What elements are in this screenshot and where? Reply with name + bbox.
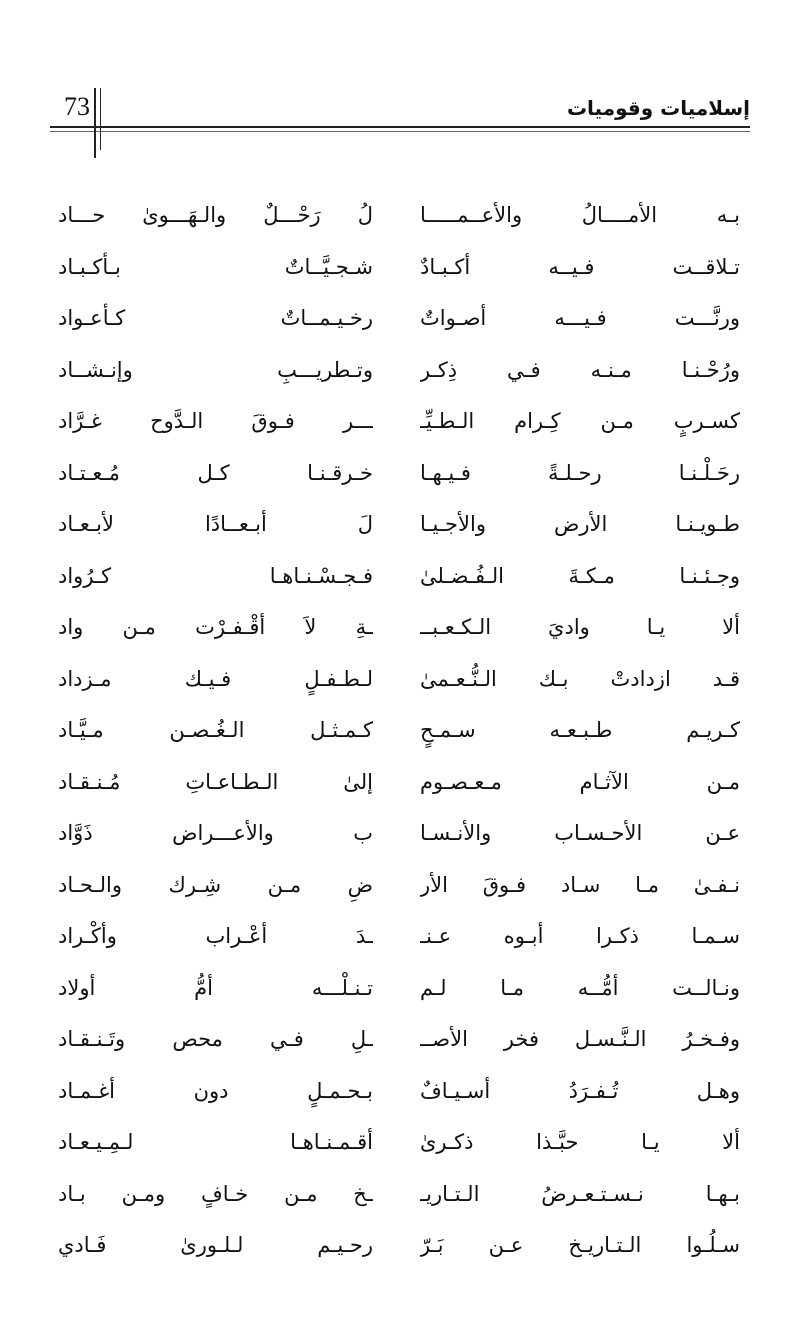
verse-line	[0, 396, 788, 447]
verse-second-hemistich: شـجـيَّــاتٌ بـأكـبـاد	[58, 254, 373, 279]
header-vertical-rule	[94, 88, 96, 158]
verse-line	[0, 911, 788, 962]
verse-second-hemistich: بـحـمـلٍ دون أغـمـاد	[58, 1078, 373, 1103]
verse-line	[0, 1117, 788, 1168]
verse-first-hemistich: مـن الآثـام مـعـصـوم	[420, 769, 740, 794]
header-rule-thin	[50, 131, 750, 132]
verse-first-hemistich: وفـخـرُ الـنَّـسـل فخر الأصــ	[420, 1027, 740, 1051]
verse-second-hemistich: ـخ مـن خـافٍ ومـن بـاد	[58, 1181, 373, 1206]
verse-first-hemistich: عـن الأحـسـاب والأنـسـا	[420, 821, 740, 845]
running-title: إسلاميات وقوميات	[566, 96, 750, 120]
verse-first-hemistich: ورنَّـــت فـيـــه أصـواتٌ	[420, 306, 740, 330]
verse-second-hemistich: ـةِ لاَ أقْـفـرْت مـن واد	[58, 615, 373, 639]
verse-line	[0, 705, 788, 756]
verse-first-hemistich: تـلاقــت فـيــه أكـبـادٌ	[420, 254, 740, 279]
verse-first-hemistich: بـهـا نـسـتـعـرضُ الـتـاريـ	[420, 1181, 740, 1206]
verse-first-hemistich: قـد ازدادتْ بـك الـنُّـعـمىٰ	[420, 666, 740, 691]
verse-first-hemistich: وهـل تُـفـرَدُ أسـيـافٌ	[420, 1078, 740, 1103]
verse-second-hemistich: ضِ مـن شِـرك والـحـاد	[58, 872, 373, 897]
verse-line	[0, 654, 788, 705]
verse-first-hemistich: ونـالــت أمُّــه مـا لـم	[420, 975, 740, 1000]
verse-first-hemistich: نـفـىٰ مـا سـاد فـوقَ الأر	[420, 872, 740, 897]
verse-first-hemistich: طـويـنـا الأرض والأجـيـا	[420, 512, 740, 536]
verse-second-hemistich: كـمـثـل الـغُـصـن مـيَّـاد	[58, 718, 373, 742]
verse-first-hemistich: ورُحْـنـا مـنـه فـي ذِكـر	[420, 357, 740, 382]
verse-first-hemistich: وجـئـنـا مـكـةَ الـفُـضـلىٰ	[420, 563, 740, 588]
verse-second-hemistich: رحـيـم لـلـورىٰ فَـادي	[58, 1233, 373, 1257]
verse-line	[0, 190, 788, 241]
verse-first-hemistich: ألا يـا حبَّـذا ذكـرىٰ	[420, 1130, 740, 1154]
verse-line	[0, 448, 788, 499]
verse-second-hemistich: خـرقـنـا كـل مُـعـتـاد	[58, 460, 373, 485]
verse-second-hemistich: لَ أبـعــادًا لأبـعـاد	[58, 512, 373, 536]
verse-line	[0, 1014, 788, 1065]
verse-line	[0, 808, 788, 859]
verse-line	[0, 1169, 788, 1220]
verse-second-hemistich: رخـيـمــاتٌ كـأعـواد	[58, 306, 373, 330]
header-vertical-rule-thin	[100, 88, 101, 150]
verse-second-hemistich: فـجـسْـنـاهـا كـرُواد	[58, 563, 373, 588]
verse-second-hemistich: ـدَ أعْـراب وأكْـراد	[58, 924, 373, 948]
page-number: 73	[64, 92, 90, 121]
verse-second-hemistich: ـلِ فـي محص وتَـنـقـاد	[58, 1027, 373, 1051]
verse-second-hemistich: وتـطريـــبِ وإنـشــاد	[58, 357, 373, 382]
verse-first-hemistich: بـه الأمــــالُ والأعــمـــــا	[420, 203, 740, 227]
verse-line	[0, 242, 788, 293]
verse-second-hemistich: تـنـلْـــه أمُّ أولاد	[58, 975, 373, 1000]
verse-first-hemistich: كـريـم طـبـعـه سـمـحٍ	[420, 718, 740, 742]
verse-line	[0, 1066, 788, 1117]
verse-first-hemistich: رحَـلْـنـا رحـلـةً فـيـهـا	[420, 460, 740, 485]
verse-line	[0, 602, 788, 653]
verse-line	[0, 860, 788, 911]
verse-second-hemistich: ب والأعـــراض ذَوَّاد	[58, 821, 373, 845]
verse-line	[0, 499, 788, 550]
verse-line	[0, 551, 788, 602]
verse-second-hemistich: لُ رَحْـــلٌ والـهَـــوىٰ حـــاد	[58, 203, 373, 227]
page-header	[50, 88, 750, 128]
verse-line	[0, 757, 788, 808]
verse-second-hemistich: ـــر فـوقَ الـدَّوح غـرَّاد	[58, 409, 373, 433]
verse-first-hemistich: ألا يـا واديَ الـكـعـبــ	[420, 615, 740, 639]
verse-line	[0, 1220, 788, 1271]
verse-second-hemistich: إلىٰ الـطـاعـاتِ مُـنـقـاد	[58, 769, 373, 794]
verse-second-hemistich: أقـمـنـاهـا لـمِـيـعـاد	[58, 1130, 373, 1154]
verse-first-hemistich: سـلُـوا الـتـاريـخ عـن بَـرّ	[420, 1233, 740, 1257]
verse-line	[0, 963, 788, 1014]
verse-first-hemistich: كسـربٍ مـن كِـرام الـطـيِّـ	[420, 409, 740, 433]
verse-line	[0, 345, 788, 396]
header-rule	[50, 126, 750, 128]
verse-first-hemistich: سـمـا ذكـرا أبـوه عـنـ	[420, 924, 740, 948]
verse-line	[0, 293, 788, 344]
verse-second-hemistich: لـطـفـلٍ فـيـك مـزداد	[58, 666, 373, 691]
